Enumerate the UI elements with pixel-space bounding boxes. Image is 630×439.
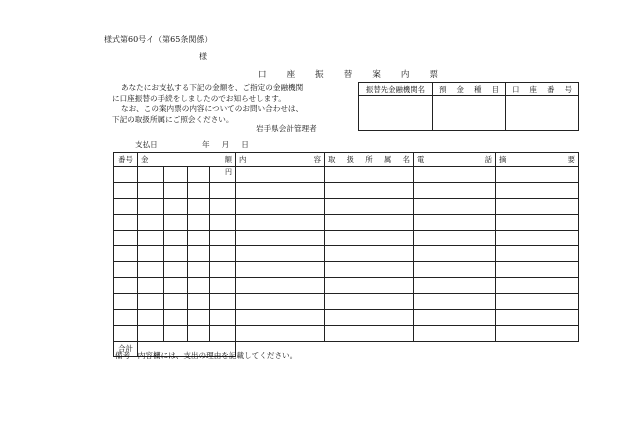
summary-cell bbox=[496, 325, 579, 341]
no-cell bbox=[114, 278, 138, 294]
title-char: 票 bbox=[429, 70, 438, 80]
amount-digit-cell bbox=[164, 325, 188, 341]
amount-digit-cell bbox=[188, 325, 210, 341]
title-char: 案 bbox=[372, 70, 381, 80]
header-char: 号 bbox=[564, 84, 572, 94]
amount-digit-cell bbox=[138, 214, 164, 230]
amount-digit-cell bbox=[188, 310, 210, 326]
amount-digit-cell bbox=[210, 230, 236, 246]
amount-digit-cell bbox=[138, 182, 164, 198]
header-char: 扱 bbox=[346, 155, 355, 164]
amount-digit-cell bbox=[210, 278, 236, 294]
table-row bbox=[114, 325, 579, 341]
table-row bbox=[114, 262, 579, 278]
content-cell bbox=[236, 278, 325, 294]
table-row bbox=[114, 246, 579, 262]
phone-cell bbox=[414, 262, 496, 278]
summary-cell bbox=[496, 262, 579, 278]
summary-cell bbox=[496, 230, 579, 246]
summary-cell bbox=[496, 278, 579, 294]
header-char: 属 bbox=[383, 155, 392, 164]
table-row bbox=[114, 230, 579, 246]
amount-digit-cell bbox=[188, 230, 210, 246]
content-cell bbox=[236, 182, 325, 198]
no-cell bbox=[114, 262, 138, 278]
dept-header bbox=[325, 153, 414, 167]
account-number-header bbox=[506, 83, 579, 96]
bank-name-header: 振替先金融機関名 bbox=[359, 83, 433, 96]
summary-header bbox=[496, 153, 579, 167]
table-row bbox=[114, 167, 579, 183]
amount-digit-cell bbox=[188, 246, 210, 262]
notice-line: あなたにお支払する下記の金額を、ご指定の金融機関 bbox=[121, 83, 304, 92]
title-char: 口 bbox=[258, 70, 267, 80]
table-row bbox=[114, 182, 579, 198]
table-row bbox=[114, 294, 579, 310]
summary-cell bbox=[496, 246, 579, 262]
summary-cell bbox=[496, 198, 579, 214]
amount-digit-cell bbox=[164, 182, 188, 198]
content-cell bbox=[236, 167, 325, 183]
bank-name-cell bbox=[359, 96, 433, 131]
amount-digit-cell bbox=[164, 310, 188, 326]
bank-table bbox=[358, 82, 579, 131]
amount-digit-cell bbox=[164, 246, 188, 262]
form-id: 様式第60号イ（第65条関係） bbox=[104, 35, 213, 44]
amount-digit-cell bbox=[138, 310, 164, 326]
amount-digit-cell bbox=[164, 198, 188, 214]
phone-cell bbox=[414, 167, 496, 183]
total-label: 合計 bbox=[114, 341, 138, 356]
content-cell bbox=[236, 325, 325, 341]
amount-digit-cell bbox=[164, 214, 188, 230]
dept-cell bbox=[325, 294, 414, 310]
phone-cell bbox=[414, 294, 496, 310]
phone-cell bbox=[414, 325, 496, 341]
title-char: 振 bbox=[315, 70, 324, 80]
no-cell bbox=[114, 167, 138, 183]
footnote: 備考 内容欄には、支出の理由を記載してください。 bbox=[115, 351, 298, 360]
amount-header-left: 金 bbox=[141, 155, 149, 164]
phone-cell bbox=[414, 278, 496, 294]
amount-digit-cell bbox=[164, 278, 188, 294]
header-char: 要 bbox=[567, 155, 575, 164]
phone-cell bbox=[414, 214, 496, 230]
amount-digit-cell bbox=[188, 214, 210, 230]
payment-date-label: 支払日 bbox=[135, 140, 158, 149]
dept-cell bbox=[325, 246, 414, 262]
header-char: 所 bbox=[365, 155, 373, 164]
notice-line: に口座振替の手続をしましたのでお知らせします。 bbox=[112, 93, 286, 103]
phone-cell bbox=[414, 230, 496, 246]
amount-digit-cell bbox=[210, 246, 236, 262]
amount-digit-cell bbox=[138, 167, 164, 183]
header-char: 番 bbox=[547, 84, 555, 94]
table-row bbox=[114, 278, 579, 294]
content-cell bbox=[236, 230, 325, 246]
amount-digit-cell bbox=[188, 182, 210, 198]
dept-cell bbox=[325, 325, 414, 341]
amount-digit-cell bbox=[138, 246, 164, 262]
no-cell bbox=[114, 198, 138, 214]
header-char: 取 bbox=[328, 155, 336, 164]
no-cell bbox=[114, 325, 138, 341]
amount-digit-cell bbox=[210, 310, 236, 326]
signer: 岩手県会計管理者 bbox=[256, 124, 317, 133]
dept-cell bbox=[325, 278, 414, 294]
no-cell bbox=[114, 310, 138, 326]
amount-digit-cell bbox=[138, 325, 164, 341]
amount-digit-cell bbox=[188, 198, 210, 214]
phone-cell bbox=[414, 246, 496, 262]
header-char: 名 bbox=[402, 155, 410, 164]
amount-digit-cell bbox=[210, 262, 236, 278]
amount-digit-cell bbox=[164, 294, 188, 310]
header-char: 座 bbox=[529, 84, 537, 94]
header-char: 容 bbox=[313, 155, 321, 164]
header-char: 金 bbox=[456, 84, 464, 94]
no-cell bbox=[114, 246, 138, 262]
amount-digit-cell: 円 bbox=[210, 167, 236, 183]
dept-cell bbox=[325, 167, 414, 183]
content-cell bbox=[236, 262, 325, 278]
header-char: 話 bbox=[484, 155, 492, 164]
summary-cell bbox=[496, 182, 579, 198]
title-char: 座 bbox=[286, 70, 296, 80]
dept-cell bbox=[325, 182, 414, 198]
amount-digit-cell bbox=[188, 167, 210, 183]
amount-digit-cell bbox=[138, 294, 164, 310]
amount-header-right: 額 bbox=[224, 155, 232, 164]
amount-digit-cell bbox=[210, 214, 236, 230]
summary-cell bbox=[496, 167, 579, 183]
amount-digit-cell bbox=[164, 262, 188, 278]
notice-line: なお、この案内票の内容についてのお問い合わせは、 bbox=[121, 104, 304, 113]
account-number-cell bbox=[506, 96, 579, 131]
amount-digit-cell bbox=[188, 294, 210, 310]
no-cell bbox=[114, 294, 138, 310]
no-header: 番号 bbox=[114, 153, 138, 167]
header-char: 電 bbox=[417, 155, 425, 164]
no-cell bbox=[114, 182, 138, 198]
year-label: 年 bbox=[202, 140, 210, 149]
title-char: 替 bbox=[343, 70, 353, 80]
amount-digit-cell bbox=[210, 182, 236, 198]
content-cell bbox=[236, 310, 325, 326]
table-row bbox=[114, 214, 579, 230]
header-char: 預 bbox=[439, 84, 447, 94]
summary-cell bbox=[496, 310, 579, 326]
payment-date bbox=[202, 139, 249, 150]
payment-table bbox=[113, 152, 579, 357]
phone-cell bbox=[414, 198, 496, 214]
amount-digit-cell bbox=[210, 325, 236, 341]
page-title bbox=[258, 68, 438, 80]
summary-cell bbox=[496, 294, 579, 310]
content-header bbox=[236, 153, 325, 167]
day-label: 日 bbox=[241, 140, 249, 149]
table-row bbox=[114, 310, 579, 326]
month-label: 月 bbox=[221, 140, 230, 149]
header-char: 内 bbox=[239, 155, 247, 164]
amount-digit-cell bbox=[210, 198, 236, 214]
amount-digit-cell bbox=[138, 198, 164, 214]
phone-cell bbox=[414, 310, 496, 326]
dept-cell bbox=[325, 214, 414, 230]
amount-digit-cell bbox=[188, 262, 210, 278]
table-header-row bbox=[114, 153, 579, 167]
addressee-suffix: 様 bbox=[199, 52, 207, 61]
table-row bbox=[114, 198, 579, 214]
phone-cell bbox=[414, 182, 496, 198]
notice-text bbox=[112, 83, 303, 125]
summary-cell bbox=[496, 214, 579, 230]
amount-digit-cell bbox=[138, 262, 164, 278]
header-char: 摘 bbox=[499, 155, 507, 164]
dept-cell bbox=[325, 310, 414, 326]
amount-digit-cell bbox=[210, 294, 236, 310]
title-char: 内 bbox=[400, 70, 410, 80]
notice-line: 下記の取扱所属にご照会ください。 bbox=[112, 114, 234, 124]
header-char: 目 bbox=[491, 84, 499, 94]
dept-cell bbox=[325, 262, 414, 278]
content-cell bbox=[236, 198, 325, 214]
amount-digit-cell bbox=[164, 167, 188, 183]
content-cell bbox=[236, 246, 325, 262]
amount-header bbox=[138, 153, 236, 167]
phone-header bbox=[414, 153, 496, 167]
deposit-type-cell bbox=[433, 96, 506, 131]
amount-digit-cell bbox=[138, 230, 164, 246]
deposit-type-header bbox=[433, 83, 506, 96]
no-cell bbox=[114, 214, 138, 230]
content-cell bbox=[236, 214, 325, 230]
amount-digit-cell bbox=[188, 278, 210, 294]
header-char: 口 bbox=[512, 84, 520, 94]
dept-cell bbox=[325, 198, 414, 214]
dept-cell bbox=[325, 230, 414, 246]
content-cell bbox=[236, 294, 325, 310]
header-char: 種 bbox=[474, 84, 482, 94]
amount-digit-cell bbox=[138, 278, 164, 294]
no-cell bbox=[114, 230, 138, 246]
amount-digit-cell bbox=[164, 230, 188, 246]
